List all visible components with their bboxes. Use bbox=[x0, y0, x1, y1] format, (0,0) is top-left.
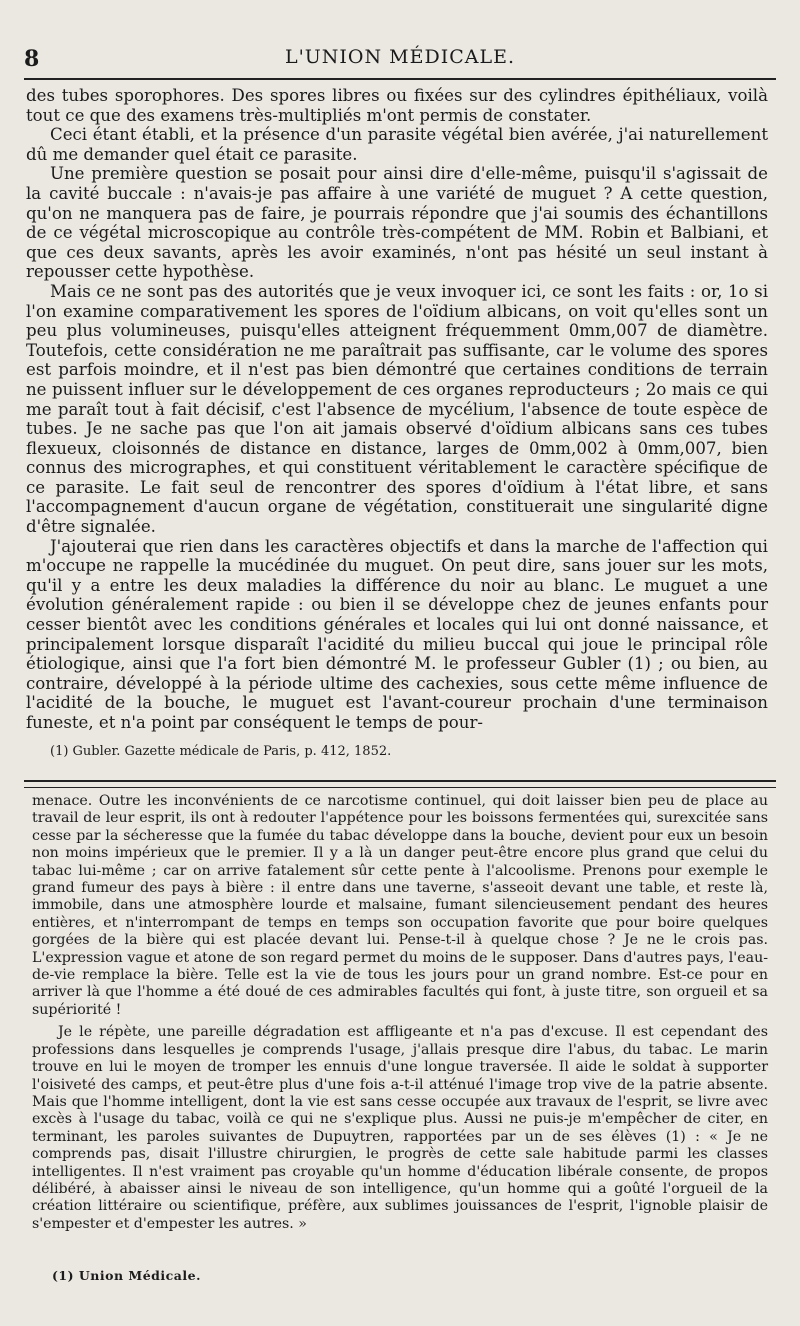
page-number: 8 bbox=[24, 46, 40, 72]
section-rule bbox=[24, 780, 776, 782]
article-top bbox=[26, 86, 768, 733]
paragraph: Une première question se posait pour ainsi dire d'elle-même, puisqu'il s'agissait de la cavité buccale : n'avais-je pas affaire à une variété de muguet ? A cette question, qu'on ne manquera pas de faire, je pourrais répondre que j'ai soumis des échantillons de ce végétal microscopique au contrôle très-compétent de MM. Robin et Balbiani, et que ces deux savants, après les avoir examinés, n'ont pas hésité un seul instant à repousser cette hypothèse. bbox=[26, 164, 768, 282]
footnote-union-medicale: (1) Union Médicale. bbox=[52, 1268, 201, 1283]
paragraph: Ceci étant établi, et la présence d'un parasite végétal bien avérée, j'ai naturellement dû me demander quel était ce parasite. bbox=[26, 125, 768, 164]
paragraph: Mais ce ne sont pas des autorités que je veux invoquer ici, ce sont les faits : or, 1o si l'on examine comparativement les spores de l'oïdium albicans, on voit qu'elles sont un peu plus volumineuses, puisqu'elles atteignent fréquemment 0mm,007 de diamètre. Toutefois, cette considération ne me paraîtrait pas suffisante, car le volume des spores est parfois moindre, et il n'est pas bien démontré que certaines conditions de terrain ne puissent influer sur le développement de ces organes reproducteurs ; 2o mais ce qui me paraît tout à fait décisif, c'est l'absence de mycélium, l'absence de toute espèce de tubes. Je ne sache pas que l'on ait jamais observé d'oïdium albicans sans ces tubes flexueux, cloisonnés de distance en distance, larges de 0mm,002 à 0mm,007, bien connus des micrographes, et qui constituent véritablement le caractère spécifique de ce parasite. Le fait seul de rencontrer des spores d'oïdium à l'état libre, et sans l'accompagnement d'aucun organe de végétation, constituerait une singularité digne d'être signalée. bbox=[26, 281, 768, 537]
section-rule-thin bbox=[24, 787, 776, 788]
paragraph: des tubes sporophores. Des spores libres ou fixées sur des cylindres épithéliaux, voilà tout ce que des examens très-multipliés m'ont permis de constater. bbox=[26, 86, 768, 125]
header-rule bbox=[24, 78, 776, 80]
footnote-gubler: (1) Gubler. Gazette médicale de Paris, p. 412, 1852. bbox=[50, 744, 392, 759]
page-header bbox=[24, 38, 776, 72]
paragraph: J'ajouterai que rien dans les caractères objectifs et dans la marche de l'affection qui m'occupe ne rappelle la mucédinée du muguet. On peut dire, sans jouer sur les mots, qu'il y a entre les deux maladies la différence du noir au blanc. Le muguet a une évolution généralement rapide : ou bien il se développe chez de jeunes enfants pour cesser bientôt avec les conditions générales et locales qui lui ont donné naissance, et principalement lorsque disparaît l'acidité du milieu buccal qui joue le principal rôle étiologique, ainsi que l'a fort bien démontré M. le professeur Gubler (1) ; ou bien, au contraire, développé à la période ultime des cachexies, sous cette même influence de l'acidité de la bouche, le muguet est l'avant-coureur prochain d'une terminaison funeste, et n'a point par conséquent le temps de pour- bbox=[26, 536, 768, 732]
paragraph: Je le répète, une pareille dégradation est affligeante et n'a pas d'excuse. Il est cependant des professions dans lesquelles je comprends l'usage, j'allais presque dire l'abus, du tabac. Le marin trouve en lui le moyen de tromper les ennuis d'une longue traversée. Il aide le soldat à supporter l'oisiveté des camps, et peut-être plus d'une fois a-t-il atténué l'image trop vive de la patrie absente. Mais que l'homme intelligent, dont la vie est sans cesse occupée aux travaux de l'esprit, se livre avec excès à l'usage du tabac, voilà ce qui ne s'explique plus. Aussi ne puis-je m'empêcher de citer, en terminant, les paroles suivantes de Dupuytren, rapportées par un de ses élèves (1) : « Je ne comprends pas, disait l'illustre chirurgien, le progrès de cette sale habitude parmi les classes intelligentes. Il n'est vraiment pas croyable qu'un homme d'éducation libérale consente, de propos délibéré, à abaisser ainsi le niveau de son intelligence, qu'un homme qui a goûté l'orgueil de la création littéraire ou scientifique, préfère, aux sublimes jouissances de l'esprit, l'ignoble plaisir de s'empester et d'empester les autres. » bbox=[32, 1024, 768, 1232]
paragraph: menace. Outre les inconvénients de ce narcotisme continuel, qui doit laisser bien peu de place au travail de leur esprit, ils ont à redouter l'appétence pour les boissons fermentées qui, surexcitée sans cesse par la sécheresse que la fumée du tabac développe dans la bouche, devient pour eux un besoin non moins impérieux que le premier. Il y a là un danger peut-être encore plus grand que celui du tabac lui-même ; car on arrive fatalement sûr cette pente à l'alcoolisme. Prenons pour exemple le grand fumeur des pays à bière : il entre dans une taverne, s'asseoit devant une table, et reste là, immobile, dans une atmosphère lourde et malsaine, fumant silencieusement pendant des heures entières, et n'interrompant de temps en temps son occupation favorite que pour boire quelques gorgées de la bière qui est placée devant lui. Pense-t-il à quelque chose ? Je ne le crois pas. L'expression vague et atone de son regard permet du moins de le supposer. Dans d'autres pays, l'eau-de-vie remplace la bière. Telle est la vie de tous les jours pour un grand nombre. Est-ce pour en arriver là que l'homme a été doué de ces admirables facultés qui font, à juste titre, son orgueil et sa supériorité ! bbox=[32, 793, 768, 1018]
article-bottom bbox=[32, 793, 768, 1233]
running-head: L'UNION MÉDICALE. bbox=[284, 46, 516, 68]
